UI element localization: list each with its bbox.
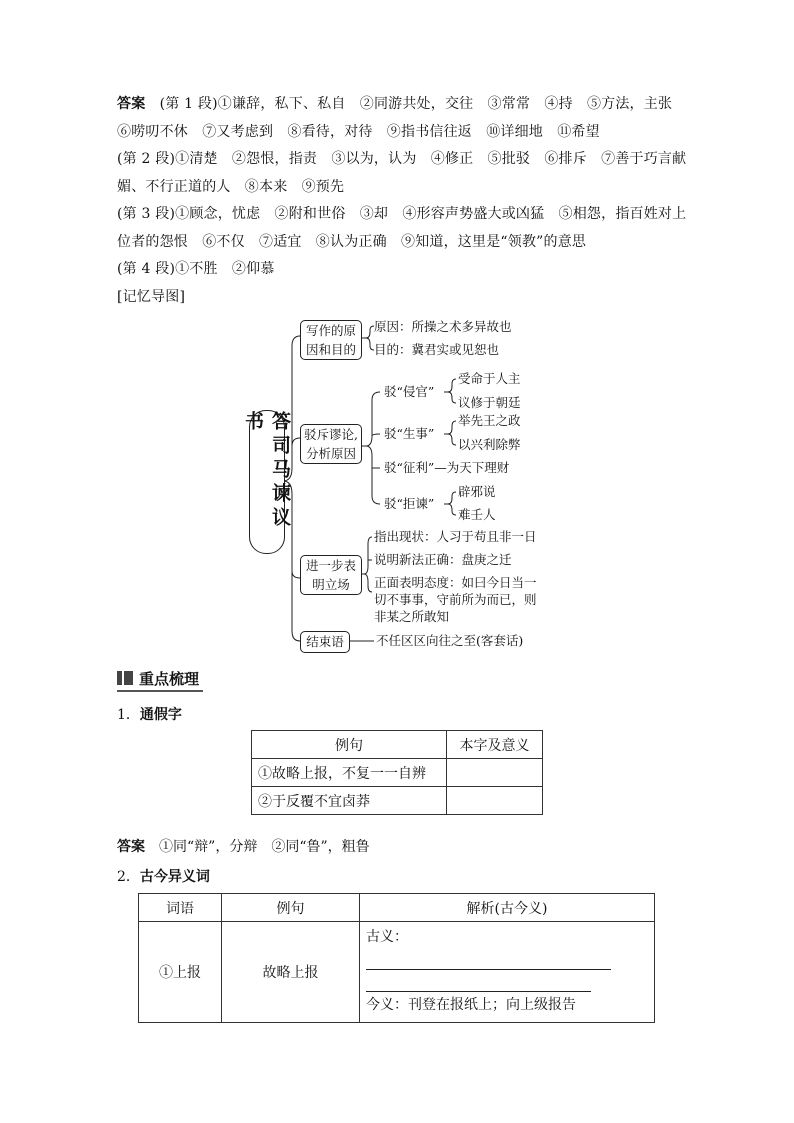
- refute-leaf: 辟邪说: [458, 484, 496, 499]
- stance-leaf: 正面表明态度：如曰今日当一: [374, 575, 537, 590]
- answer-line-3: (第 2 段)①清楚 ②怨恨，指责 ③以为，认为 ④修正 ⑤批驳 ⑥排斥 ⑦善于巧言献: [117, 151, 687, 167]
- answer-label: 答案: [117, 96, 146, 112]
- section-underline: [117, 690, 203, 692]
- table-cell-sentence: 故略上报: [222, 922, 360, 1023]
- table-header: 解析(古今义): [360, 894, 655, 922]
- branch-purpose-box: 写作的原 因和目的: [300, 320, 362, 360]
- table-cell: ②于反覆不宜卤莽: [252, 787, 447, 815]
- branch-purpose-leaf: 原因：所操之术多异故也: [374, 319, 512, 334]
- subheading-gujin: 2．古今异义词: [117, 869, 210, 885]
- stance-leaf: 说明新法正确：盘庚之迁: [374, 552, 512, 567]
- answer-tongjiazi: 答案 ①同“辩”，分辩 ②同“鲁”，粗鲁: [117, 839, 370, 855]
- refute-sub-label: 驳“生事”: [384, 426, 435, 441]
- answer-line-4: 媚、不行正道的人 ⑧本来 ⑨预先: [117, 178, 345, 195]
- mindmap-label: [记忆导图]: [117, 288, 186, 305]
- table-header: 词语: [139, 894, 222, 922]
- answer-line-6: 位者的怨恨 ⑥不仅 ⑦适宜 ⑧认为正确 ⑨知道，这里是“领教”的意思: [117, 233, 587, 250]
- table-row: [252, 787, 543, 815]
- table-row: [139, 922, 655, 1023]
- answer-line-5: (第 3 段)①顾念，忧虑 ②附和世俗 ③却 ④形容声势盛大或凶猛 ⑤相怨，指百姓对上: [117, 206, 687, 222]
- section-heading: 重点梳理: [117, 668, 199, 688]
- table-row: [252, 759, 543, 787]
- branch-closing-box: 结束语: [300, 631, 350, 653]
- answer-line-2: ⑥唠叨不休 ⑦又考虑到 ⑧看待，对待 ⑨指书信往返 ⑩详细地 ⑪希望: [117, 123, 600, 140]
- table-header: 本字及意义: [447, 731, 543, 759]
- mindmap-title: 答司马谏议书: [249, 410, 285, 554]
- table-cell-word: ①上报: [139, 922, 222, 1023]
- modern-meaning: 今义：刊登在报纸上；向上级报告: [366, 997, 576, 1013]
- table-cell: [447, 787, 543, 815]
- ancient-meaning: 古义：: [366, 926, 648, 970]
- stance-leaf: 切不事事，守前所为而已，则: [374, 592, 537, 607]
- table-cell-analysis: [360, 922, 655, 1023]
- table-header: 例句: [222, 894, 360, 922]
- refute-leaf: 难壬人: [458, 507, 496, 522]
- branch-refute-box: 驳斥谬论, 分析原因: [300, 424, 362, 464]
- ancient-blank-line: [366, 970, 648, 992]
- closing-leaf: 不任区区向往之至(客套话): [376, 633, 524, 648]
- stance-leaf: 非某之所敢知: [374, 609, 450, 624]
- subheading-tongjiazi: 1．通假字: [117, 707, 182, 723]
- ancient-blank-2: [366, 977, 591, 992]
- table-header: 例句: [252, 731, 447, 759]
- refute-leaf: 举先王之政: [458, 413, 521, 428]
- answer-line-1: 答案 (第 1 段)①谦辞，私下、私自 ②同游共处，交往 ③常常 ④持 ⑤方法，主张: [117, 96, 673, 112]
- refute-sub-label: 驳“征利”—为天下理财: [384, 460, 510, 475]
- answer-paragraph: [117, 91, 687, 311]
- table-tongjiazi: [251, 730, 543, 815]
- stance-leaf: 指出现状：人习于苟且非一日: [374, 529, 537, 544]
- refute-leaf: 议修于朝廷: [458, 395, 521, 410]
- branch-stance-box: 进一步表 明立场: [300, 555, 362, 595]
- refute-sub-label: 驳“侵官”: [384, 384, 435, 399]
- table-gujin: [138, 893, 655, 1023]
- refute-leaf: 受命于人主: [458, 371, 521, 386]
- branch-purpose-leaf: 目的：冀君实或见恕也: [374, 342, 500, 357]
- refute-sub-label: 驳“拒谏”: [384, 496, 435, 511]
- refute-leaf: 以兴利除弊: [458, 437, 521, 452]
- answer-line-7: (第 4 段)①不胜 ②仰慕: [117, 261, 275, 277]
- section-marker-icon: [117, 671, 133, 685]
- mind-map: [242, 318, 558, 658]
- table-cell: ①故略上报，不复一一自辨: [252, 759, 447, 787]
- table-cell: [447, 759, 543, 787]
- ancient-blank: [366, 955, 611, 970]
